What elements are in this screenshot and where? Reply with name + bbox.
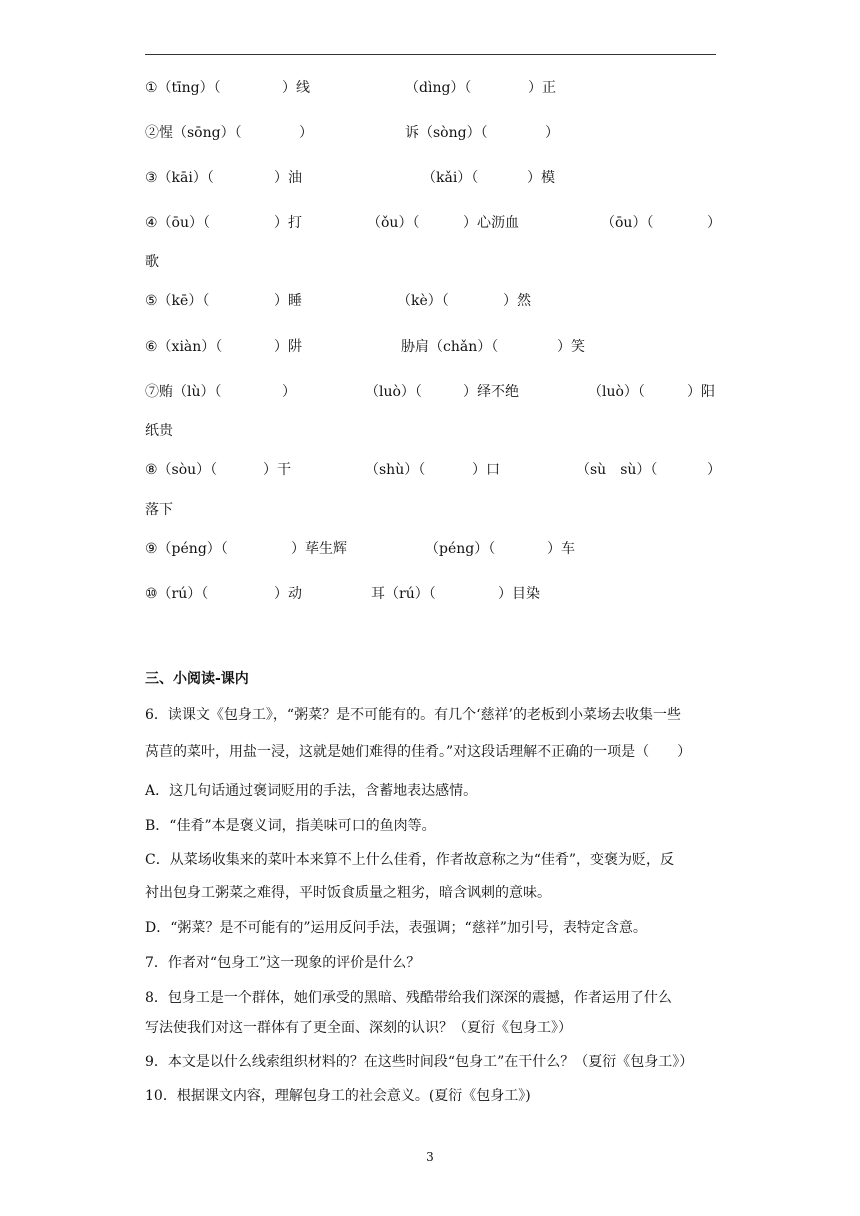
pinyin-segment: ） bbox=[282, 384, 296, 400]
pinyin-row-3 bbox=[145, 166, 720, 190]
pinyin-segment: ③（kāi）（ bbox=[145, 170, 214, 186]
header-rule bbox=[145, 54, 716, 55]
section-heading: 三、小阅读-课内 bbox=[145, 671, 249, 687]
pinyin-segment: ） bbox=[707, 462, 721, 478]
question-10: 10．根据课文内容，理解包身工的社会意义。(夏衍《包身工》) bbox=[145, 1088, 531, 1104]
pinyin-row-7-continuation: 纸贵 bbox=[145, 423, 173, 439]
pinyin-row-5 bbox=[145, 289, 720, 313]
pinyin-segment: （shù）（ bbox=[365, 462, 426, 478]
pinyin-segment: （kè）（ bbox=[397, 293, 449, 309]
pinyin-segment: ⑩（rú）（ bbox=[145, 586, 209, 602]
option-c-line-1: C．从菜场收集来的菜叶本来算不上什么佳肴，作者故意称之为“佳肴”，变褒为贬，反 bbox=[145, 852, 675, 868]
question-9: 9．本文是以什么线索组织材料的？在这些时间段“包身工”在干什么？（夏衍《包身工》） bbox=[145, 1054, 694, 1070]
pinyin-segment: ②惺（sōng）（ bbox=[145, 125, 242, 141]
pinyin-segment: ①（tīng）（ bbox=[145, 80, 221, 96]
pinyin-row-4-continuation: 歌 bbox=[145, 254, 159, 270]
question-8-line-1: 8．包身工是一个群体，她们承受的黑暗、残酷带给我们深深的震撼，作者运用了什么 bbox=[145, 990, 672, 1006]
pinyin-segment: ）睡 bbox=[274, 293, 302, 309]
pinyin-row-10 bbox=[145, 582, 720, 606]
pinyin-segment: ） bbox=[545, 125, 559, 141]
pinyin-segment: ④（ōu）（ bbox=[145, 215, 210, 231]
pinyin-segment: （péng）（ bbox=[425, 541, 496, 557]
pinyin-segment: （ǒu）（ bbox=[367, 215, 420, 231]
pinyin-segment: ）笑 bbox=[557, 339, 585, 355]
question-6-line-1: 6．读课文《包身工》，“粥菜？是不可能有的。有几个‘慈祥’的老板到小菜场去收集一些 bbox=[145, 707, 681, 723]
pinyin-segment: （dìng）（ bbox=[405, 80, 472, 96]
pinyin-segment: ）动 bbox=[274, 586, 302, 602]
pinyin-segment: ） bbox=[299, 125, 313, 141]
pinyin-segment: ）正 bbox=[528, 80, 556, 96]
pinyin-segment: ）打 bbox=[274, 215, 302, 231]
question-7: 7．作者对“包身工”这一现象的评价是什么？ bbox=[145, 955, 421, 971]
pinyin-segment: ）阱 bbox=[274, 339, 302, 355]
pinyin-segment: ⑦贿（lù）（ bbox=[145, 384, 222, 400]
page-number: 3 bbox=[426, 1150, 434, 1164]
pinyin-segment: ）口 bbox=[472, 462, 500, 478]
pinyin-row-2 bbox=[145, 121, 720, 145]
pinyin-row-8 bbox=[145, 458, 720, 482]
pinyin-segment: （luò）（ bbox=[588, 384, 645, 400]
pinyin-segment: ）线 bbox=[282, 80, 310, 96]
question-8-line-2: 写法使我们对这一群体有了更全面、深刻的认识？（夏衍《包身工》） bbox=[145, 1020, 572, 1036]
pinyin-segment: （ōu）（ bbox=[601, 215, 654, 231]
question-6-line-2: 莴苣的菜叶，用盐一浸，这就是她们难得的佳肴。”对这段话理解不正确的一项是（ ） bbox=[145, 744, 692, 760]
pinyin-segment: ）目染 bbox=[498, 586, 540, 602]
option-b: B．“佳肴”本是褒义词，指美味可口的鱼肉等。 bbox=[145, 818, 436, 834]
pinyin-segment: （luò）（ bbox=[365, 384, 422, 400]
pinyin-segment: ）阳 bbox=[687, 384, 715, 400]
pinyin-segment: ）荜生辉 bbox=[291, 541, 347, 557]
pinyin-row-1 bbox=[145, 76, 720, 100]
pinyin-row-6 bbox=[145, 335, 720, 359]
option-a: A．这几句话通过褒词贬用的手法，含蓄地表达感情。 bbox=[145, 783, 478, 799]
pinyin-segment: ⑤（kē）（ bbox=[145, 293, 210, 309]
pinyin-segment: ）干 bbox=[263, 462, 291, 478]
pinyin-segment: ） bbox=[707, 215, 721, 231]
pinyin-segment: ）油 bbox=[274, 170, 302, 186]
option-d: D．“粥菜？是不可能有的”运用反问手法，表强调；“慈祥”加引号，表特定含意。 bbox=[145, 920, 647, 936]
pinyin-segment: ）然 bbox=[503, 293, 531, 309]
pinyin-segment: 耳（rú）（ bbox=[371, 586, 436, 602]
pinyin-segment: ）心沥血 bbox=[463, 215, 519, 231]
pinyin-segment: ）绎不绝 bbox=[463, 384, 519, 400]
pinyin-segment: ）车 bbox=[547, 541, 575, 557]
pinyin-row-7 bbox=[145, 380, 720, 404]
pinyin-row-9 bbox=[145, 537, 720, 561]
pinyin-segment: 胁肩（chǎn）（ bbox=[401, 339, 499, 355]
pinyin-segment: 诉（sòng）（ bbox=[405, 125, 488, 141]
pinyin-segment: ⑥（xiàn）（ bbox=[145, 339, 223, 355]
pinyin-row-4 bbox=[145, 211, 720, 235]
option-c-line-2: 衬出包身工粥菜之难得，平时饭食质量之粗劣，暗含讽刺的意味。 bbox=[145, 885, 551, 901]
pinyin-segment: ）模 bbox=[527, 170, 555, 186]
pinyin-row-8-continuation: 落下 bbox=[145, 502, 173, 518]
pinyin-segment: （sù sù）（ bbox=[576, 462, 658, 478]
pinyin-segment: ⑧（sòu）（ bbox=[145, 462, 218, 478]
pinyin-segment: （kǎi）（ bbox=[422, 170, 479, 186]
pinyin-segment: ⑨（péng）（ bbox=[145, 541, 228, 557]
